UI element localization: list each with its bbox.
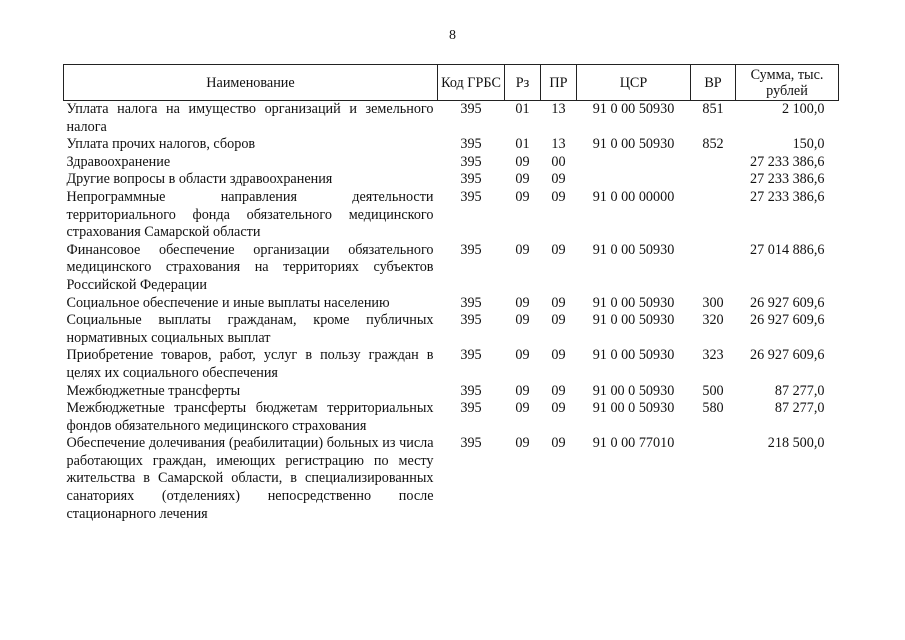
row-vr: 500 (702, 382, 724, 399)
row-sum: 27 233 386,6 (750, 171, 825, 188)
table-row (64, 136, 839, 154)
header-sum: Сумма, тыс. рублей (736, 65, 839, 101)
row-pr: 09 (551, 188, 566, 205)
row-vr: 300 (702, 294, 724, 311)
table-row (64, 383, 839, 401)
table-header (64, 65, 839, 101)
row-rz: 09 (515, 171, 530, 188)
row-pr: 09 (551, 435, 566, 452)
row-name: Финансовое обеспечение организации обязательного медицинского страхования на территориях субъектов Российской Федерации (66, 241, 434, 293)
row-pr: 09 (551, 241, 566, 258)
row-name: Уплата прочих налогов, сборов (66, 136, 256, 153)
row-csr: 91 0 00 50930 (592, 136, 675, 153)
row-csr: 91 0 00 50930 (592, 312, 675, 329)
row-code: 395 (460, 382, 482, 399)
row-sum: 150,0 (792, 136, 825, 153)
row-code: 395 (460, 312, 482, 329)
row-rz: 09 (515, 188, 530, 205)
row-vr: 851 (702, 101, 724, 117)
table-row (64, 242, 839, 295)
row-rz: 09 (515, 241, 530, 258)
row-rz: 09 (515, 153, 530, 170)
row-csr: 91 0 00 50930 (592, 294, 675, 311)
row-pr: 09 (551, 400, 566, 417)
row-rz: 09 (515, 435, 530, 452)
page-number: 8 (449, 28, 456, 43)
row-vr (691, 171, 736, 189)
table-row (64, 171, 839, 189)
row-rz: 09 (515, 347, 530, 364)
row-vr: 323 (702, 347, 724, 364)
row-sum: 218 500,0 (767, 435, 825, 452)
table-body (64, 101, 839, 524)
table-row (64, 347, 839, 382)
row-code: 395 (460, 171, 482, 188)
row-sum: 87 277,0 (774, 382, 825, 399)
row-csr: 91 0 00 50930 (592, 241, 675, 258)
row-pr: 09 (551, 312, 566, 329)
row-pr: 09 (551, 294, 566, 311)
row-rz: 01 (515, 136, 530, 153)
row-name: Здравоохранение (66, 153, 171, 170)
row-csr: 91 0 00 50930 (592, 347, 675, 364)
row-sum: 26 927 609,6 (750, 312, 825, 329)
row-name: Уплата налога на имущество организаций и земельного налога (66, 101, 434, 135)
row-csr: 91 0 00 50930 (592, 101, 675, 117)
row-code: 395 (460, 241, 482, 258)
row-sum: 2 100,0 (781, 101, 825, 117)
header-vr: ВР (691, 65, 736, 101)
row-pr: 09 (551, 171, 566, 188)
row-csr: 91 0 00 00000 (592, 188, 675, 205)
header-pr: ПР (541, 65, 577, 101)
row-vr (691, 154, 736, 172)
header-row (64, 65, 839, 101)
table-row (64, 101, 839, 137)
table-row (64, 400, 839, 435)
row-sum: 26 927 609,6 (750, 294, 825, 311)
row-code: 395 (460, 347, 482, 364)
row-code: 395 (460, 400, 482, 417)
budget-table (63, 64, 839, 523)
row-code: 395 (460, 136, 482, 153)
row-code: 395 (460, 101, 482, 117)
row-vr: 320 (702, 312, 724, 329)
row-sum: 26 927 609,6 (750, 347, 825, 364)
row-vr: 852 (702, 136, 724, 153)
row-code: 395 (460, 294, 482, 311)
row-name: Другие вопросы в области здравоохранения (66, 171, 333, 188)
row-vr (691, 189, 736, 242)
header-name: Наименование (64, 65, 438, 101)
row-csr: 91 00 0 50930 (592, 382, 675, 399)
header-csr: ЦСР (577, 65, 691, 101)
row-rz: 09 (515, 400, 530, 417)
row-pr: 00 (551, 153, 566, 170)
row-csr (577, 154, 691, 172)
row-sum: 27 014 886,6 (750, 241, 825, 258)
header-code: Код ГРБС (438, 65, 505, 101)
row-name: Межбюджетные трансферты бюджетам территориальных фондов обязательного медицинского страхования (66, 400, 434, 434)
row-csr: 91 0 00 77010 (592, 435, 675, 452)
row-rz: 09 (515, 382, 530, 399)
row-vr (691, 242, 736, 295)
row-pr: 13 (551, 136, 566, 153)
header-rz: Рз (505, 65, 541, 101)
row-rz: 09 (515, 312, 530, 329)
table-row (64, 295, 839, 313)
row-name: Обеспечение долечивания (реабилитации) больных из числа работающих граждан, имеющих регистрацию по месту жительства в Самарской области, в специализированных санаториях (отделениях) непосредственно после стационарного лечения (66, 435, 434, 522)
row-code: 395 (460, 435, 482, 452)
row-csr: 91 00 0 50930 (592, 400, 675, 417)
row-name: Межбюджетные трансферты (66, 382, 241, 399)
row-rz: 01 (515, 101, 530, 117)
row-vr: 580 (702, 400, 724, 417)
table-row (64, 435, 839, 523)
row-pr: 09 (551, 382, 566, 399)
row-rz: 09 (515, 294, 530, 311)
table-row (64, 189, 839, 242)
row-name: Непрограммные направления деятельности территориального фонда обязательного медицинского страхования Самарской области (66, 188, 434, 241)
table-row (64, 312, 839, 347)
row-pr: 13 (551, 101, 566, 117)
row-code: 395 (460, 188, 482, 205)
row-sum: 87 277,0 (774, 400, 825, 417)
table-row (64, 154, 839, 172)
row-vr (691, 435, 736, 523)
row-sum: 27 233 386,6 (750, 188, 825, 205)
row-name: Приобретение товаров, работ, услуг в пользу граждан в целях их социального обеспечения (66, 347, 434, 381)
row-sum: 27 233 386,6 (750, 153, 825, 170)
row-name: Социальные выплаты гражданам, кроме публичных нормативных социальных выплат (66, 312, 434, 346)
row-name: Социальное обеспечение и иные выплаты населению (66, 294, 390, 311)
row-code: 395 (460, 153, 482, 170)
row-csr (577, 171, 691, 189)
row-pr: 09 (551, 347, 566, 364)
